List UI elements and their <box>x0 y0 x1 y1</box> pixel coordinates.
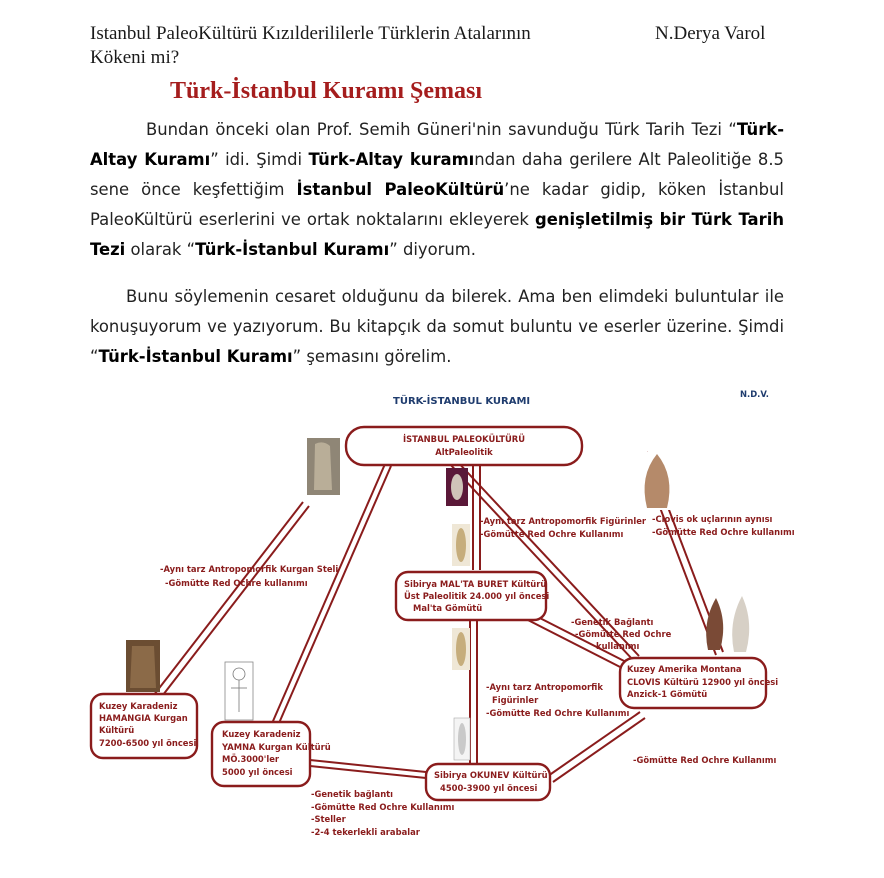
svg-text:-Gömütte Red Ochre kullanımı: -Gömütte Red Ochre kullanımı <box>652 527 795 537</box>
svg-text:-Gömütte Red Ochre Kullanımı: -Gömütte Red Ochre Kullanımı <box>633 755 777 765</box>
node-okunev <box>426 764 550 800</box>
svg-text:-Gömütte Red Ochre Kullanımı: -Gömütte Red Ochre Kullanımı <box>480 529 624 539</box>
header-author: N.Derya Varol <box>655 23 766 44</box>
svg-text:-Clovis ok uçlarının aynısı: -Clovis ok uçlarının aynısı <box>652 514 773 524</box>
label-kurgan-steli <box>160 564 338 588</box>
svg-text:5000 yıl öncesi: 5000 yıl öncesi <box>222 767 293 777</box>
node-malta <box>396 572 549 620</box>
svg-text:-Genetik bağlantı: -Genetik bağlantı <box>311 789 394 799</box>
node-montana <box>620 658 778 708</box>
svg-text:HAMANGIA Kurgan: HAMANGIA Kurgan <box>99 713 188 723</box>
svg-text:4500-3900 yıl öncesi: 4500-3900 yıl öncesi <box>440 783 538 793</box>
kurgan-stele-photo <box>126 640 160 692</box>
label-okunev-montana <box>633 755 776 765</box>
svg-text:Sibirya MAL'TA BURET Kültürü: Sibirya MAL'TA BURET Kültürü <box>404 579 547 589</box>
node-istanbul <box>346 427 582 465</box>
figurine-photo-light <box>452 524 470 566</box>
svg-text:-Aynı tarz Antropomorfik Figür: -Aynı tarz Antropomorfik Figürinler <box>480 516 647 526</box>
svg-text:-Aynı tarz Antropomorfik: -Aynı tarz Antropomorfik <box>486 682 603 692</box>
label-clovis <box>652 514 795 537</box>
svg-text:-Gömütte Red Ochre: -Gömütte Red Ochre <box>575 629 672 639</box>
node-yamna <box>212 722 331 786</box>
node-hamangia <box>91 694 197 758</box>
figurine-photo-light-2 <box>452 628 470 670</box>
svg-text:Kuzey Karadeniz: Kuzey Karadeniz <box>99 701 178 711</box>
label-figurinler-top <box>480 516 647 539</box>
diagram-signature: N.D.V. <box>740 389 769 399</box>
page-heading: Türk-İstanbul Kuramı Şeması <box>170 78 483 104</box>
label-genetik-malta <box>571 617 672 651</box>
svg-text:Mal'ta Gömütü: Mal'ta Gömütü <box>413 603 483 613</box>
svg-text:Üst Paleolitik 24.000 yıl önce: Üst Paleolitik 24.000 yıl öncesi <box>404 591 550 601</box>
header-title: Istanbul PaleoKültürü Kızılderililerle Türklerin Atalarının Kökeni mi? <box>90 23 531 68</box>
svg-text:-Gömütte Red Ochre Kullanımı: -Gömütte Red Ochre Kullanımı <box>486 708 630 718</box>
paragraph-2: Bunu söylemenin cesaret olduğunu da bilerek. Ama ben elimdeki buluntular ile konuşuyorum ve yazıyorum. Bu kitapçık da somut buluntu ve eserler üzerine. Şimdi “Türk-İstanbul Kuramı” şemasını görelim. <box>90 287 784 366</box>
diagram-title: TÜRK-İSTANBUL KURAMI <box>393 396 531 407</box>
figurine-photo-dark <box>446 468 468 506</box>
svg-text:-2-4 tekerlekli arabalar: -2-4 tekerlekli arabalar <box>311 827 420 837</box>
svg-text:YAMNA Kurgan Kültürü: YAMNA Kurgan Kültürü <box>222 742 331 752</box>
svg-text:Figürinler: Figürinler <box>492 695 539 705</box>
svg-text:-Gömütte Red Ochre kullanımı: -Gömütte Red Ochre kullanımı <box>165 578 308 588</box>
svg-text:-Aynı tarz Antropomorfik Kurga: -Aynı tarz Antropomorfik Kurgan Steli <box>160 564 339 574</box>
clovis-points-pair-photo <box>706 596 749 652</box>
svg-text:Kuzey Karadeniz: Kuzey Karadeniz <box>222 729 301 739</box>
stele-drawing <box>225 662 253 720</box>
svg-text:kullanımı: kullanımı <box>596 641 640 651</box>
svg-text:AltPaleolitik: AltPaleolitik <box>435 447 493 457</box>
svg-text:-Genetik Bağlantı: -Genetik Bağlantı <box>571 617 654 627</box>
svg-text:-Steller: -Steller <box>311 814 346 824</box>
svg-text:-Gömütte Red Ochre Kullanımı: -Gömütte Red Ochre Kullanımı <box>311 802 455 812</box>
svg-text:İSTANBUL PALEOKÜLTÜRÜ: İSTANBUL PALEOKÜLTÜRÜ <box>402 434 526 444</box>
svg-text:Sibirya OKUNEV Kültürü: Sibirya OKUNEV Kültürü <box>434 770 548 780</box>
figurine-photo-grey <box>454 718 470 760</box>
clovis-point-photo <box>636 452 678 510</box>
label-figurinler-bottom <box>486 682 629 718</box>
svg-text:7200-6500 yıl öncesi: 7200-6500 yıl öncesi <box>99 738 197 748</box>
svg-text:MÖ.3000'ler: MÖ.3000'ler <box>222 754 280 764</box>
svg-text:Kültürü: Kültürü <box>99 725 135 735</box>
svg-text:CLOVIS Kültürü 12900 yıl önces: CLOVIS Kültürü 12900 yıl öncesi <box>627 677 779 687</box>
paragraph-1: Bundan önceki olan Prof. Semih Güneri'nin savunduğu Türk Tarih Tezi “Türk-Altay Kuramı” idi. Şimdi Türk-Altay kuramından daha gerilere Alt Paleolitiğe 8.5 sene önce keşfettiğim İstanbul PaleoKültürü’ne kadar gidip, köken İstanbul PaleoKültürü eserlerini ve ortak noktalarını ekleyerek genişletilmiş bir Türk Tarih Tezi olarak “Türk-İstanbul Kuramı” diyorum. <box>90 120 784 259</box>
svg-text:Anzick-1 Gömütü: Anzick-1 Gömütü <box>627 689 708 699</box>
stele-photo <box>307 438 340 495</box>
svg-text:Kuzey Amerika Montana: Kuzey Amerika Montana <box>627 664 742 674</box>
